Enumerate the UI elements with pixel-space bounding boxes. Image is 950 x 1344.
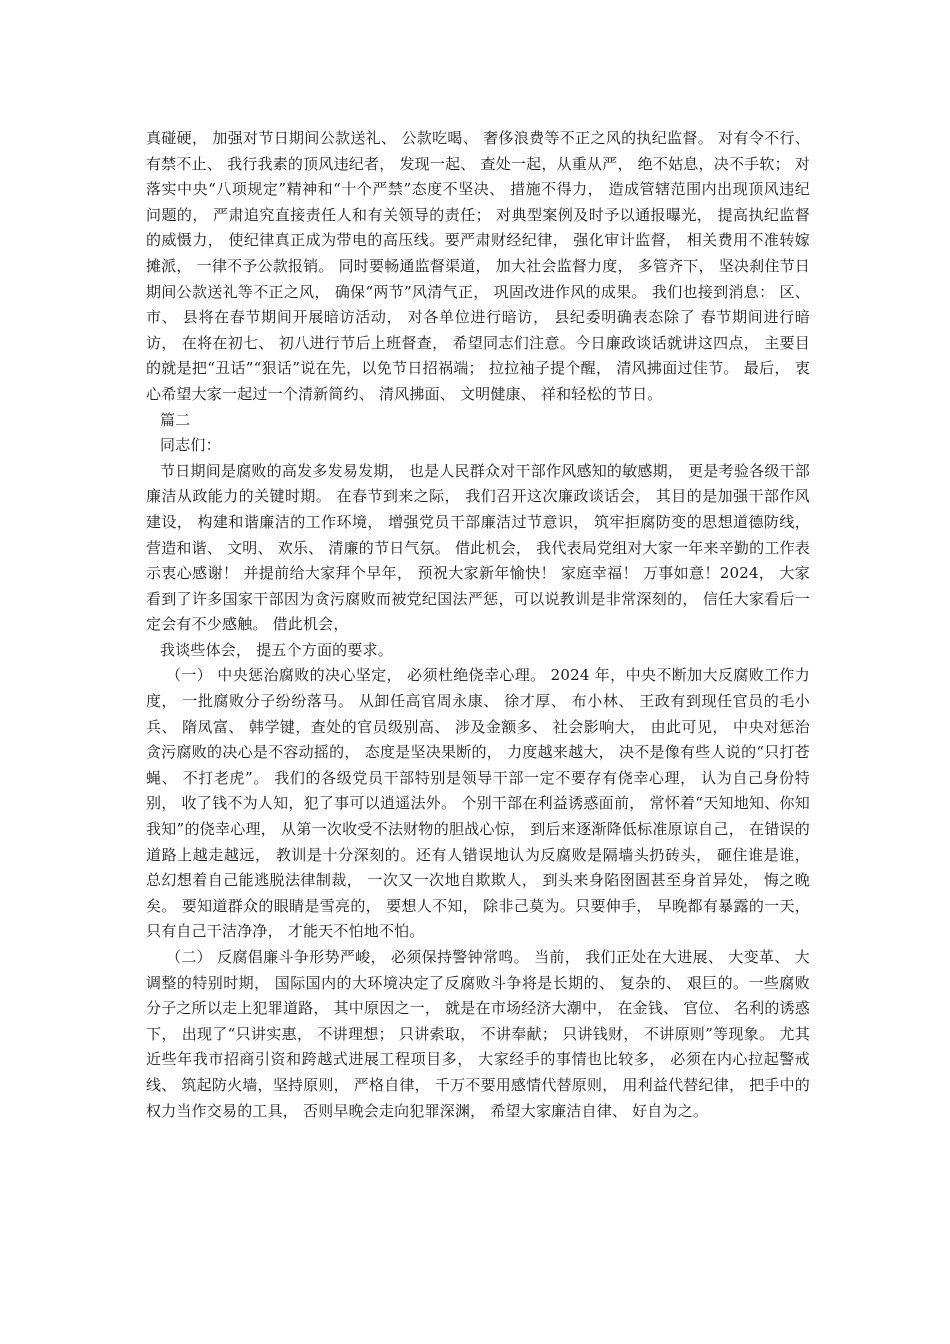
- section-heading: 篇二: [160, 410, 191, 429]
- intro-paragraph: 节日期间是腐败的高发多发易发期， 也是人民群众对干部作风感知的敏感期， 更是考验各级干部廉洁从政能力的关键时期。 在春节到来之际， 我们召开这次廉政谈话会， 其目的是加强干部作风建设， 构建和谐廉洁的工作环境， 增强党员干部廉洁过节意识， 筑牢拒腐防变的思想道德防线， 营造和谐、 文明、 欢乐、 清廉的节日气氛。 借此机会， 我代表局党组对大家一年来辛勤的工作表示衷心感谢！ 并提前给大家拜个早年， 预祝大家新年愉快！ 家庭幸福！ 万事如意！2024， 大家看到了许多国家干部因为贪污腐败而被党纪国法严惩，可以说教训是非常深刻的， 信任大家看后一定会有不少感触。 借此机会，: [146, 461, 810, 634]
- body-paragraph-continued: 真碰硬， 加强对节日期间公款送礼、 公款吃喝、 奢侈浪费等不正之风的执纪监督。 对有令不行、 有禁不止、 我行我素的顶风违纪者， 发现一起、 查处一起，从重从严， 绝不姑息，决不手软； 对落实中央“八项规定”精神和“十个严禁”态度不坚决、 措施不得力， 造成管辖范围内出现顶风违纪问题的， 严肃追究直接责任人和有关领导的责任； 对典型案例及时予以通报曝光， 提高执纪监督的威慑力， 使纪律真正成为带电的高压线。要严肃财经纪律， 强化审计监督， 相关费用不准转嫁摊派， 一律不予公款报销。 同时要畅通监督渠道， 加大社会监督力度， 多管齐下， 坚决刹住节日 期间公款送礼等不正之风， 确保“两节”风清气正， 巩固改进作风的成果。 我们也接到消息： 区、 市、 县将在春节期间开展暗访活动， 对各单位进行暗访， 县纪委明确表态除了 春节期间进行暗访， 在将在初七、 初八进行节后上班督查， 希望同志们注意。今日廉政谈话就讲这四点， 主要目 的就是把“丑话”“狠话”说在先，以免节日招祸端； 拉拉袖子提个醒， 清风拂面过佳节。 最后， 衷心希望大家一起过一个清新简约、 清风拂面、 文明健康、 祥和轻松的节日。: [146, 129, 810, 403]
- point-one-paragraph: （一） 中央惩治腐败的决心坚定， 必须杜绝侥幸心理。 2024 年，中央不断加大反腐败工作力度， 一批腐败分子纷纷落马。 从卸任高官周永康、 徐才厚、 布小林、 王政有到现任官员的毛小兵、 隋凤富、 韩学键，查处的官员级别高、 涉及金额多、 社会影响大， 由此可见， 中央对惩治贪污腐败的决心是不容动摇的， 态度是坚决果断的， 力度越来越大， 决不是像有些人说的“只打苍蝇、 不打老虎”。 我们的各级党员干部特别是领导干部一定不要存有侥幸心理， 认为自己身份特别， 收了钱不为人知，犯了事可以逍遥法外。 个别干部在利益诱惑面前， 常怀着“天知地知、你知我知”的侥幸心理， 从第一次收受不法财物的胆战心惊， 到后来逐渐降低标准原谅自己， 在错误的道路上越走越远， 教训是十分深刻的。还有人错误地认为反腐败是隔墙头扔砖头， 砸住谁是谁， 总幻想着自己能逃脱法律制裁， 一次又一次地自欺欺人， 到头来身陷囹圄甚至身首异处， 悔之晚矣。 要知道群众的眼睛是雪亮的， 要想人不知， 除非己莫为。只要伸手， 早晚都有暴露的一天， 只有自己干洁净净， 才能天不怕地不怕。: [146, 666, 810, 941]
- salutation: 同志们：: [160, 436, 221, 455]
- point-two-paragraph: （二） 反腐倡廉斗争形势严峻， 必须保持警钟常鸣。 当前， 我们正处在大进展、 大变革、 大调整的特别时期， 国际国内的大环境决定了反腐败斗争将是长期的、 复杂的、 艰巨的。一些腐败分子之所以走上犯罪道路， 其中原因之一， 就是在市场经济大潮中， 在金钱、 官位、 名利的诱惑下， 出现了“只讲实惠， 不讲理想； 只讲索取， 不讲奉献； 只讲钱财， 不讲原则”等现象。 尤其近些年我市招商引资和跨越式进展工程项目多， 大家经手的事情也比较多， 必须在内心拉起警戒线、 筑起防火墙，坚持原则， 严格自律， 千万不要用感情代替原则， 用利益代替纪律， 把手中的权力当作交易的工具， 否则早晚会走向犯罪深渊， 希望大家廉洁自律、 好自为之。: [146, 948, 811, 1120]
- document-page: [146, 126, 810, 1124]
- intro-tail-line: 我谈些体会， 提五个方面的要求。: [160, 640, 393, 659]
